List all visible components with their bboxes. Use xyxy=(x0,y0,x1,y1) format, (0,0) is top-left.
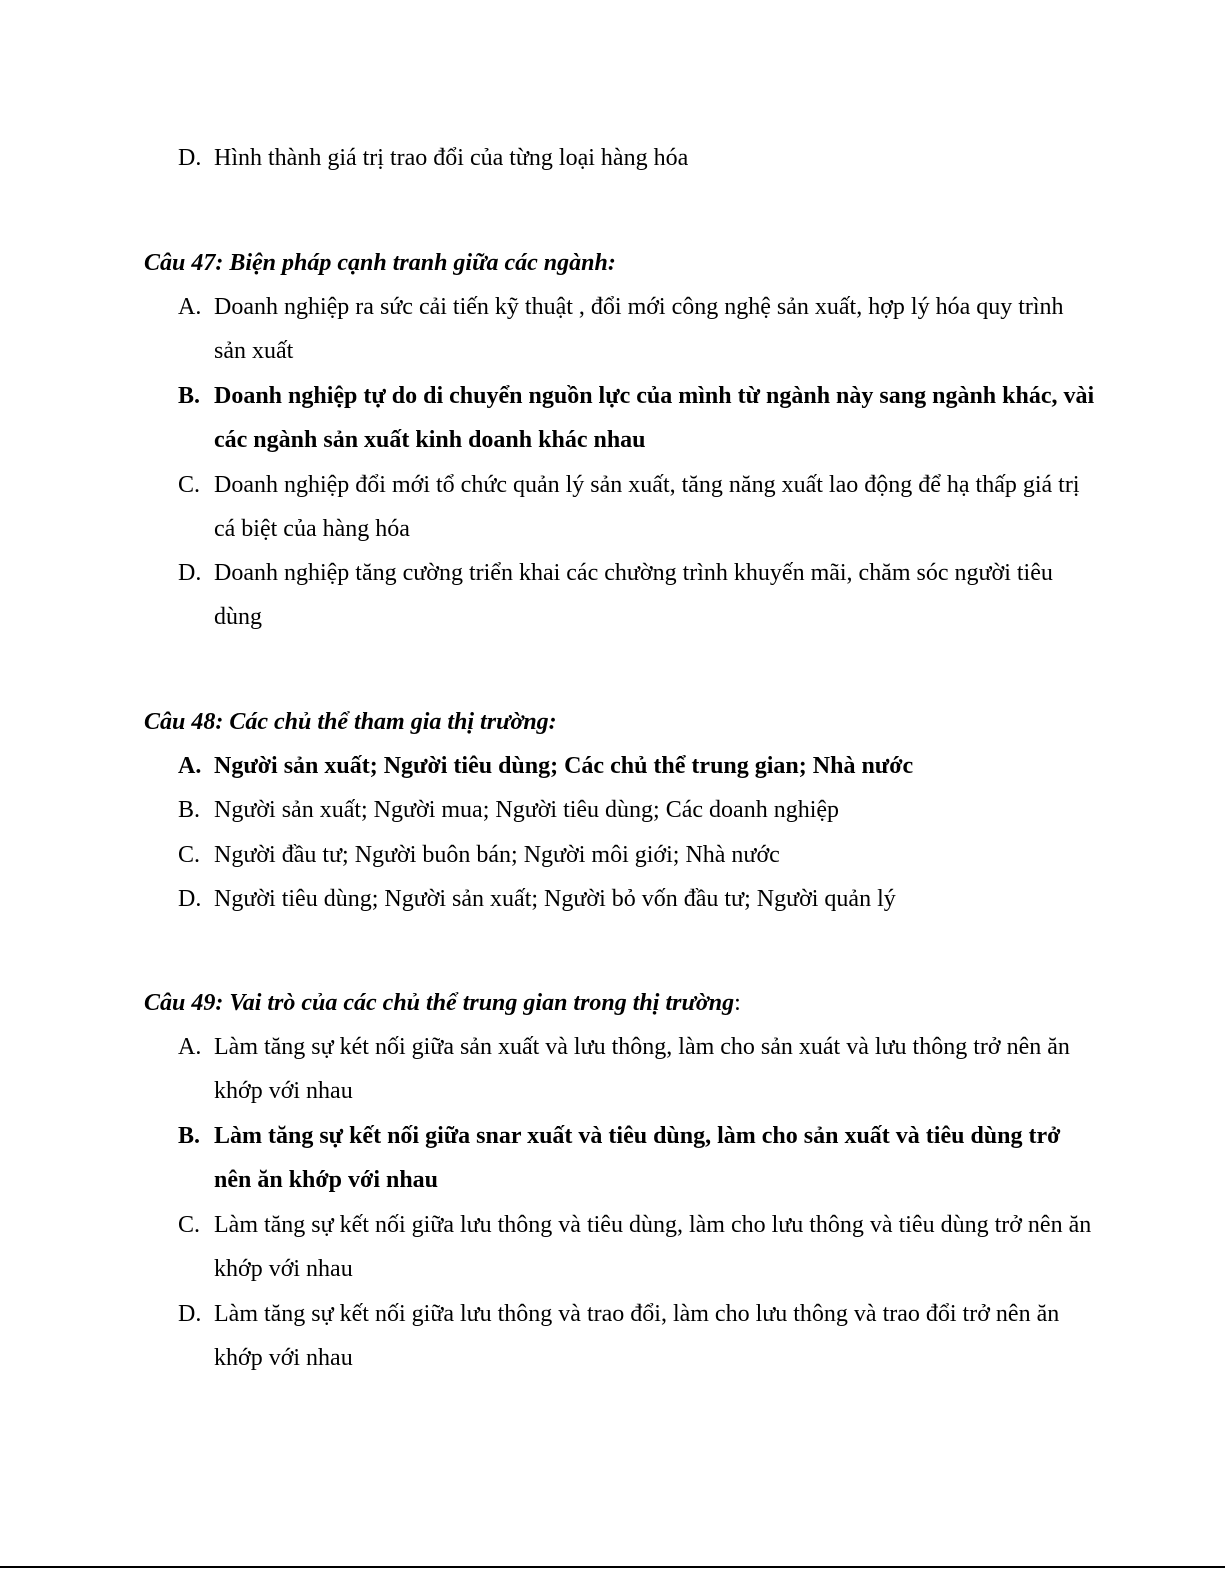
question-title-text: Câu 48: Các chủ thể tham gia thị trường: xyxy=(144,709,557,735)
option-text: Doanh nghiệp tự do di chuyển nguồn lực của mình từ ngành này sang ngành khác, vài các ngành sản xuất kinh doanh khác nhau xyxy=(214,383,1095,453)
option-letter: D. xyxy=(178,560,202,586)
question-47-option-c xyxy=(178,463,1098,551)
question-47-title xyxy=(144,248,616,278)
option-letter: D. xyxy=(178,145,202,171)
option-letter: B. xyxy=(178,797,201,823)
option-letter: D. xyxy=(178,1301,202,1327)
question-48-option-d xyxy=(178,877,1098,921)
question-title-text: Câu 47: Biện pháp cạnh tranh giữa các ngành: xyxy=(144,250,616,276)
option-letter: A. xyxy=(178,294,202,320)
page-bottom-border xyxy=(0,1566,1225,1568)
option-letter: C. xyxy=(178,842,201,868)
question-48-option-a-correct xyxy=(178,744,1098,788)
question-49-option-b-correct xyxy=(178,1114,1098,1202)
option-text: Làm tăng sự kết nối giữa lưu thông và trao đổi, làm cho lưu thông và trao đổi trở nên ăn khớp với nhau xyxy=(214,1301,1060,1371)
question-47-option-d xyxy=(178,551,1098,639)
option-text: Người sản xuất; Người mua; Người tiêu dùng; Các doanh nghiệp xyxy=(214,797,840,823)
option-letter: B. xyxy=(178,383,201,409)
option-text: Doanh nghiệp tăng cường triển khai các chường trình khuyến mãi, chăm sóc người tiêu dùng xyxy=(214,560,1053,630)
question-47-option-b-correct xyxy=(178,374,1098,462)
question-47-option-a xyxy=(178,285,1098,373)
option-text: Làm tăng sự kết nối giữa lưu thông và tiêu dùng, làm cho lưu thông và tiêu dùng trở nên ăn khớp với nhau xyxy=(214,1212,1092,1282)
question-49-option-c xyxy=(178,1203,1098,1291)
option-text: Làm tăng sự kết nối giữa snar xuất và tiêu dùng, làm cho sản xuất và tiêu dùng trở nên ăn khớp với nhau xyxy=(214,1123,1061,1193)
option-text: Doanh nghiệp đổi mới tổ chức quản lý sản xuất, tăng năng xuất lao động để hạ thấp giá trị cá biệt của hàng hóa xyxy=(214,472,1080,542)
option-text: Doanh nghiệp ra sức cải tiến kỹ thuật , đổi mới công nghệ sản xuất, hợp lý hóa quy trình sản xuất xyxy=(214,294,1064,364)
option-text: Làm tăng sự két nối giữa sản xuất và lưu thông, làm cho sản xuát và lưu thông trở nên ăn khớp với nhau xyxy=(214,1034,1070,1104)
question-title-text: Câu 49: Vai trò của các chủ thể trung gian trong thị trường xyxy=(144,990,735,1016)
question-48-option-b xyxy=(178,788,1098,832)
option-letter: C. xyxy=(178,1212,201,1238)
question-49-option-d xyxy=(178,1292,1098,1380)
option-text: Người tiêu dùng; Người sản xuất; Người bỏ vốn đầu tư; Người quản lý xyxy=(214,886,896,912)
option-text: Người sản xuất; Người tiêu dùng; Các chủ thể trung gian; Nhà nước xyxy=(214,753,914,779)
option-letter: A. xyxy=(178,753,202,779)
option-letter: D. xyxy=(178,886,202,912)
option-text: Người đầu tư; Người buôn bán; Người môi giới; Nhà nước xyxy=(214,842,780,868)
option-letter: A. xyxy=(178,1034,202,1060)
option-letter: C. xyxy=(178,472,201,498)
option-letter: B. xyxy=(178,1123,201,1149)
question-48-option-c xyxy=(178,833,1098,877)
question-49-option-a xyxy=(178,1025,1098,1113)
prev-option-d xyxy=(178,136,1098,180)
question-48-title xyxy=(144,707,557,737)
question-49-title: Câu 49: Vai trò của các chủ thể trung gian trong thị trường: xyxy=(144,990,741,1016)
option-text: Hình thành giá trị trao đổi của từng loại hàng hóa xyxy=(214,145,689,171)
